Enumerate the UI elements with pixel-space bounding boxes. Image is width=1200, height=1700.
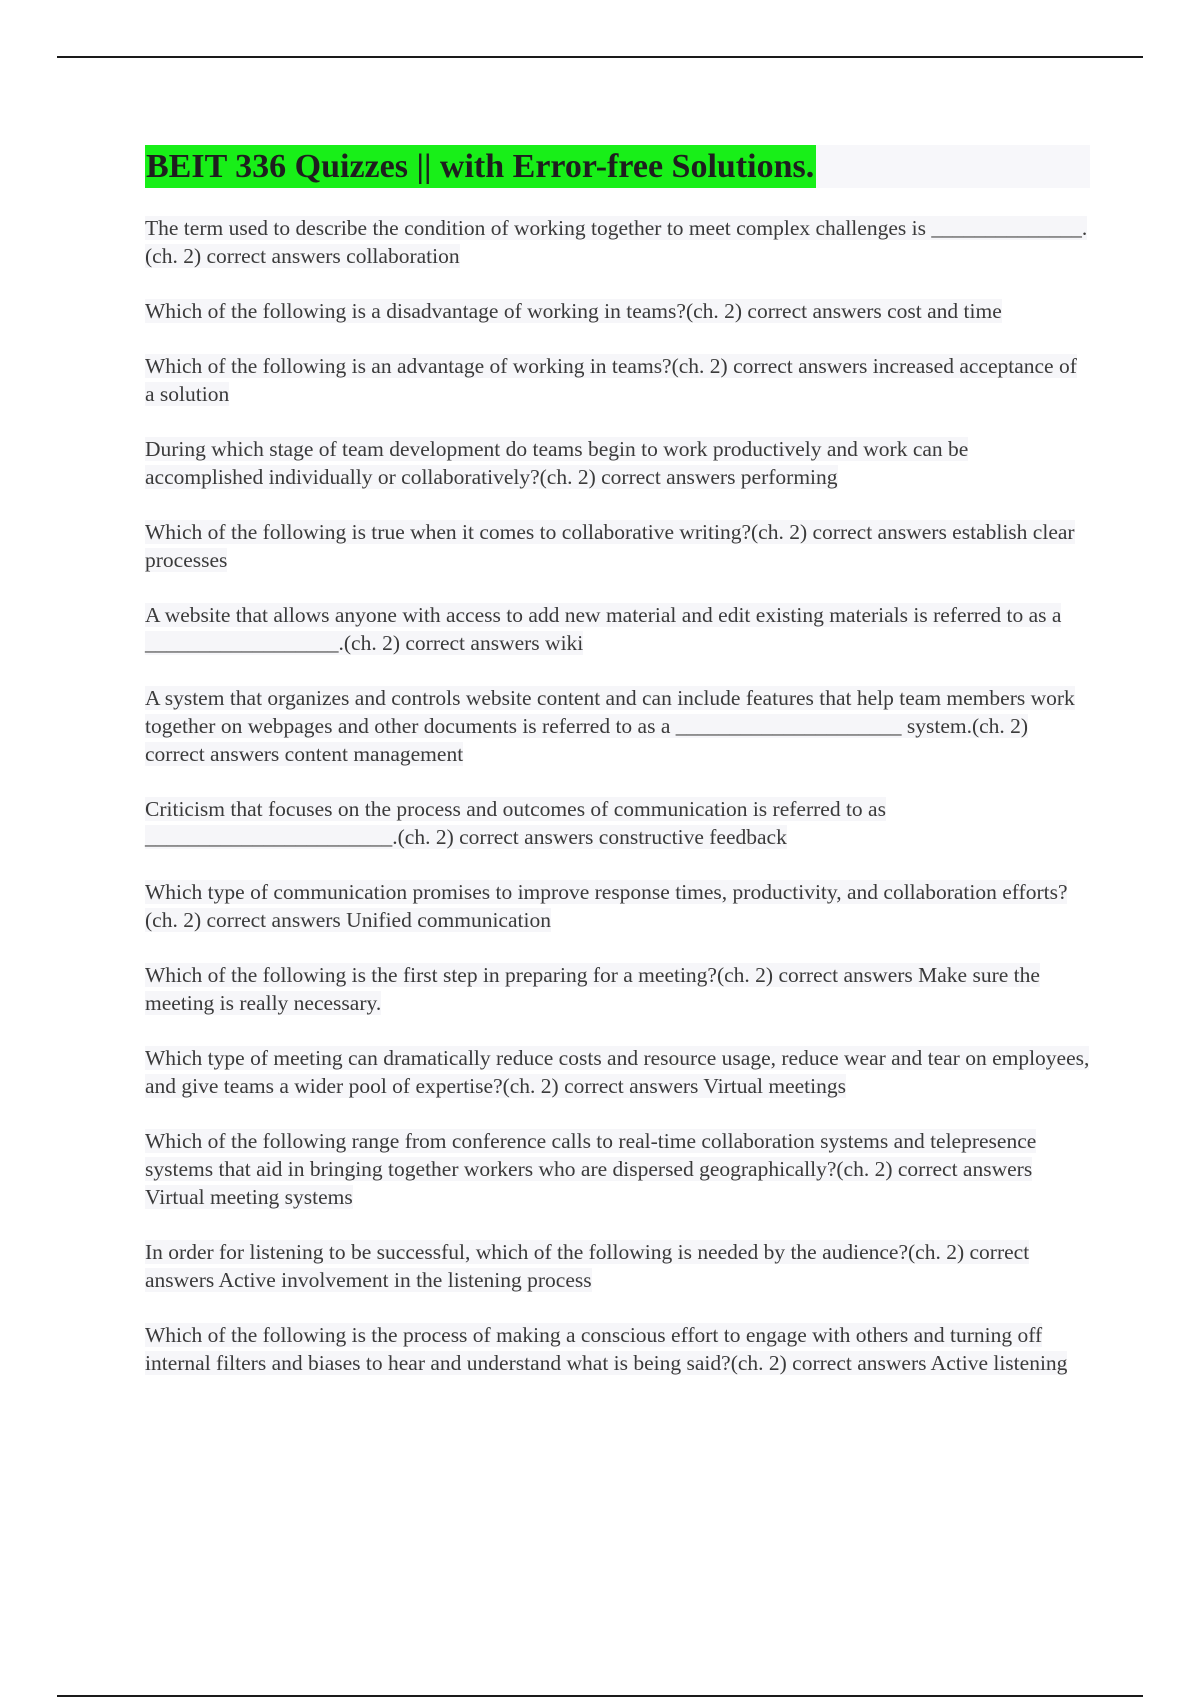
qa-text: The term used to describe the condition of working together to meet complex challenges is ______________.(ch. 2) correct answers collaboration	[145, 216, 1088, 268]
document-title: BEIT 336 Quizzes || with Error-free Solutions.	[145, 145, 816, 188]
title-band	[145, 145, 1090, 188]
qa-item	[145, 214, 1090, 270]
qa-text: In order for listening to be successful, which of the following is needed by the audience?(ch. 2) correct answers Active involvement in the listening process	[145, 1240, 1030, 1292]
qa-text: Which type of communication promises to improve response times, productivity, and collaboration efforts?(ch. 2) correct answers Unified communication	[145, 880, 1068, 932]
qa-text: Criticism that focuses on the process and outcomes of communication is referred to as _______________________.(ch. 2) correct answers constructive feedback	[145, 797, 886, 849]
qa-text: Which of the following is an advantage of working in teams?(ch. 2) correct answers increased acceptance of a solution	[145, 354, 1077, 406]
qa-item	[145, 1321, 1090, 1377]
qa-text: Which of the following is a disadvantage of working in teams?(ch. 2) correct answers cost and time	[145, 299, 1002, 323]
qa-item	[145, 352, 1090, 408]
footer-rule	[57, 1695, 1143, 1697]
qa-item	[145, 435, 1090, 491]
qa-item	[145, 878, 1090, 934]
qa-text: Which of the following range from conference calls to real-time collaboration systems and telepresence systems that aid in bringing together workers who are dispersed geographically?(ch. 2) correct answers Virtual meeting systems	[145, 1129, 1037, 1209]
header-rule	[57, 56, 1143, 58]
qa-list	[145, 214, 1090, 1377]
qa-item	[145, 1044, 1090, 1100]
qa-text: Which type of meeting can dramatically reduce costs and resource usage, reduce wear and tear on employees, and give teams a wider pool of expertise?(ch. 2) correct answers Virtual meetings	[145, 1046, 1090, 1098]
qa-text: A system that organizes and controls website content and can include features that help team members work together on webpages and other documents is referred to as a _____________________ system.(ch. 2) correct answers content management	[145, 686, 1075, 766]
qa-item	[145, 1127, 1090, 1211]
qa-item	[145, 961, 1090, 1017]
qa-item	[145, 518, 1090, 574]
qa-text: A website that allows anyone with access to add new material and edit existing materials is referred to as a __________________.(ch. 2) correct answers wiki	[145, 603, 1062, 655]
qa-item	[145, 297, 1090, 325]
qa-item	[145, 795, 1090, 851]
qa-text: Which of the following is the process of making a conscious effort to engage with others and turning off internal filters and biases to hear and understand what is being said?(ch. 2) correct answers Active listening	[145, 1323, 1068, 1375]
qa-text: Which of the following is true when it comes to collaborative writing?(ch. 2) correct answers establish clear processes	[145, 520, 1075, 572]
qa-text: During which stage of team development do teams begin to work productively and work can be accomplished individually or collaboratively?(ch. 2) correct answers performing	[145, 437, 969, 489]
qa-item	[145, 684, 1090, 768]
qa-text: Which of the following is the first step in preparing for a meeting?(ch. 2) correct answers Make sure the meeting is really necessary.	[145, 963, 1040, 1015]
qa-item	[145, 601, 1090, 657]
qa-item	[145, 1238, 1090, 1294]
document-body	[145, 145, 1090, 1404]
